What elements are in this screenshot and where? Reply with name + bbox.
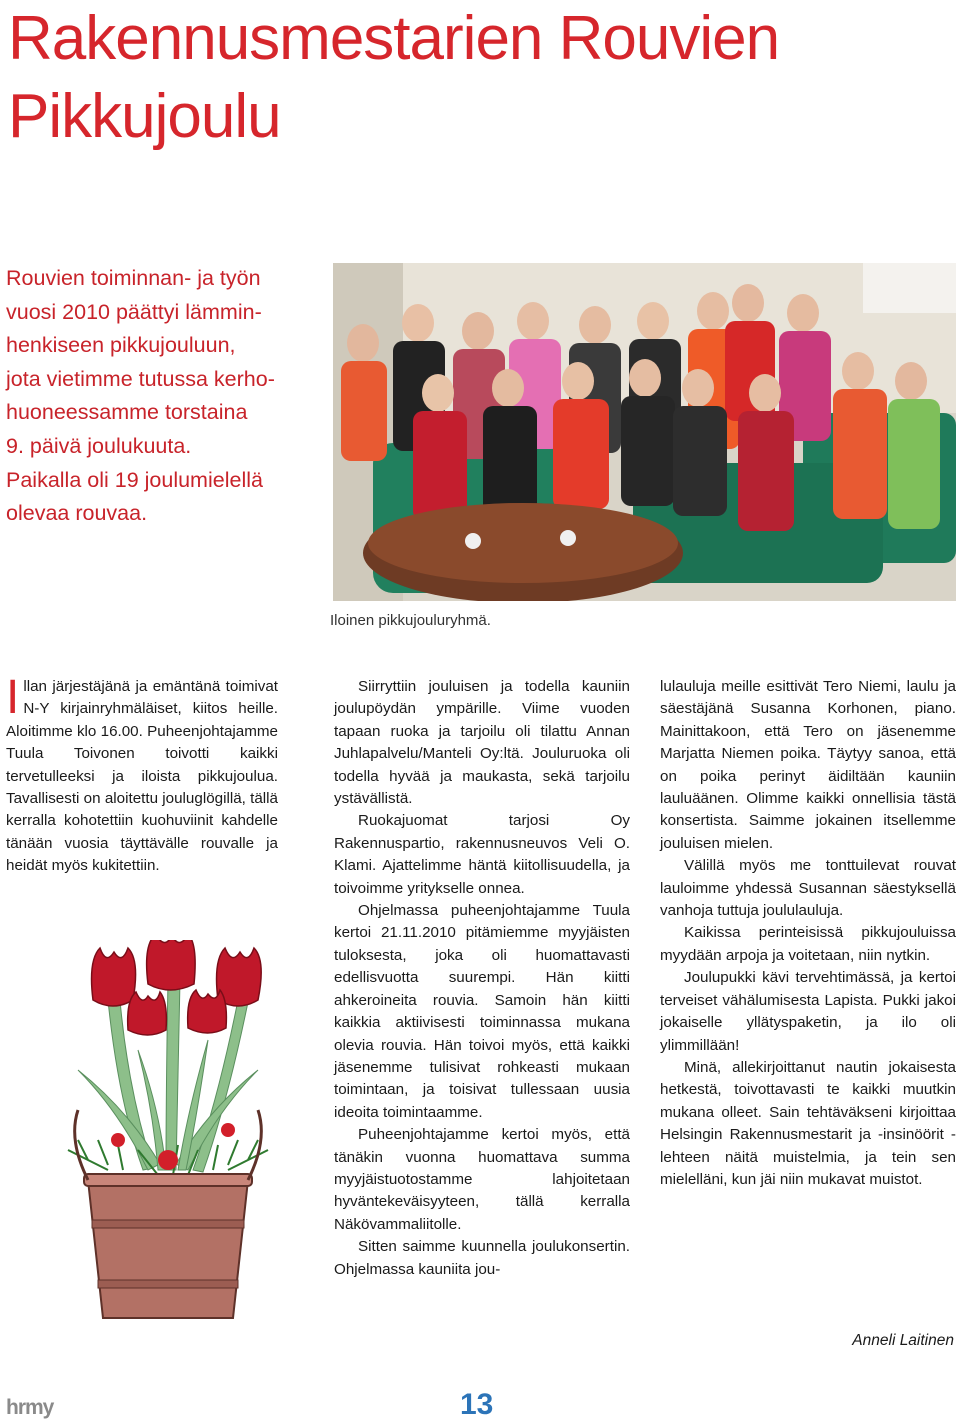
group-photo	[333, 263, 956, 601]
paragraph: Joulupukki kävi tervehtimässä, ja kertoi terveiset vähälumisesta Lapista. Pukki jakoi jokaiselle yllätyspaketin, ja ilo oli ylimmillään!	[660, 969, 956, 1054]
group-photo-illustration	[333, 263, 956, 601]
page-number: 13	[460, 1388, 494, 1421]
intro-line: 9. päivä joulukuuta.	[6, 433, 192, 458]
intro-lead	[6, 262, 326, 531]
intro-line: henkiseen pikkujouluun,	[6, 333, 236, 358]
publication-logo: hrmy	[6, 1396, 54, 1419]
paragraph: Siirryttiin jouluisen ja todella kauniin joulupöydän ympärille. Viime vuoden tapaan ruoka ja tarjoilu oli tilattu Annan Juhlapalvelu/Manteli Oy:ltä. Jouluruoka oli todella hyvää ja maukasta, sekä tarjoilu ystävällistä.	[334, 678, 630, 808]
intro-line: jota vietimme tutussa kerho-	[6, 366, 275, 391]
article-column-3	[660, 676, 956, 1191]
intro-line: Paikalla oli 19 joulumielellä	[6, 467, 263, 492]
paragraph-text: llan järjestäjänä ja emäntänä toimivat N-Y kirjainryhmäläiset, kiitos heille. Aloitimme klo 16.00. Puheenjohtajamme Tuula Toivonen toivotti kaikki tervetulleeksi ja iloista pikkujoulua. Tavallisesti on aloitettu jouluglögillä, tällä kerralla kohotettiin kuohuviinit kahdelle tänään vuosia täyttävälle rouvalle ja heidät myös kukitettiin.	[6, 678, 278, 875]
article-column-1	[6, 671, 278, 878]
tulip-bucket-illustration	[48, 940, 288, 1320]
paragraph: Ohjelmassa puheenjohtajamme Tuula kertoi 21.11.2010 pitämiemme myyjäisten tuloksesta, joka oli huomattavasti edellisvuotta suurempi. Hän kiitti ahkeroineita rouvia. Samoin hän kiitti kaikkia aktiivisesti toiminnassa mukana olevia rouvia. Hän toivoi myös, että kaikki jäsenemme tulisivat rohkeasti mukaan toimintaan, ja toisivat tullessaan uusia ideoita toimintaamme.	[334, 902, 630, 1121]
photo-caption: Iloinen pikkujouluryhmä.	[330, 612, 491, 629]
intro-line: Rouvien toiminnan- ja työn	[6, 266, 261, 290]
paragraph: Ruokajuomat tarjosi Oy Rakennuspartio, rakennusneuvos Veli O. Klami. Ajattelimme häntä kiitollisuudella, ja toivoimme yritykselle onnea.	[334, 812, 630, 897]
intro-line: huoneessamme torstaina	[6, 400, 248, 425]
intro-line: vuosi 2010 päättyi lämmin-	[6, 299, 262, 324]
paragraph: Välillä myös me tonttuilevat rouvat lauloimme yhdessä Susannan säestyksellä vanhoja tuttuja joululauluja.	[660, 857, 956, 920]
paragraph: Puheenjohtajamme kertoi myös, että tänäkin vuonna huomattava summa myyjäistuotostamme lahjoitetaan hyväntekeväisyyteen, tällä kerralla Näkövammaliitolle.	[334, 1126, 630, 1233]
author-signature: Anneli Laitinen	[852, 1332, 954, 1349]
intro-line: olevaa rouvaa.	[6, 501, 148, 526]
paragraph: Sitten saimme kuunnella joulukonsertin. Ohjelmassa kauniita jou-	[334, 1238, 630, 1278]
article-title	[8, 0, 948, 156]
paragraph: lulauluja meille esittivät Tero Niemi, laulu ja säestäjänä Susanna Korhonen, piano. Mainittakoon, että Tero on jäsenemme Marjatta Niemen poika. Täytyy sanoa, että on poika perinyt äidiltään kauniin lauluäänen. Olimme kaikki onnellisia tästä konsertista. Saimme jokainen itsellemme jouluisen mielen.	[660, 678, 956, 852]
title-line-1: Rakennusmestarien Rouvien	[8, 4, 780, 73]
paragraph: Kaikissa perinteisissä pikkujouluissa myydään arpoja ja voitetaan, niin nytkin.	[660, 924, 956, 964]
paragraph	[6, 671, 278, 878]
paragraph: Minä, allekirjoittanut nautin jokaisesta hetkestä, toivottavasti te kaikki muutkin mukana olleet. Sain tehtäväkseni kirjoittaa Helsingin Rakennusmestarit ja -insinöörit -lehteen näitä muistelmia, ja tein sen mielelläni, kun jäi niin mukavat muistot.	[660, 1058, 956, 1188]
drop-cap: I	[6, 671, 20, 724]
title-line-2: Pikkujoulu	[8, 82, 281, 151]
article-column-2	[334, 676, 630, 1281]
